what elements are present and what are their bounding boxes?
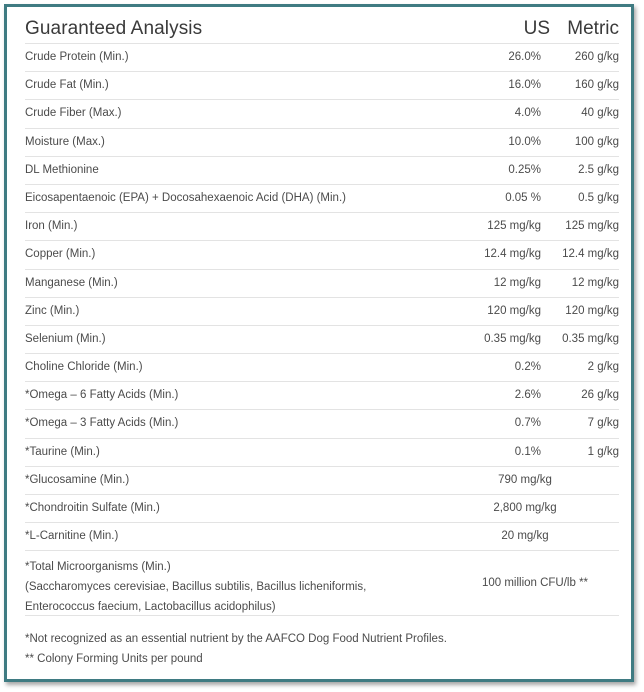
metric-value: 26 g/kg (581, 389, 619, 402)
nutrient-name: *Glucosamine (Min.) (25, 473, 130, 486)
table-row (25, 71, 619, 99)
footnote-aafco: *Not recognized as an essential nutrient by the AAFCO Dog Food Nutrient Profiles. (25, 633, 447, 645)
us-value: 0.05 % (505, 191, 541, 204)
microorganisms-line-1: *Total Microorganisms (Min.) (25, 561, 171, 574)
nutrient-name: Manganese (Min.) (25, 276, 118, 289)
table-row (25, 409, 619, 437)
us-value: 4.0% (514, 107, 541, 120)
us-value: 0.25% (508, 163, 541, 176)
combined-value: 790 mg/kg (498, 473, 552, 486)
metric-value: 7 g/kg (587, 417, 619, 430)
table-row (25, 325, 619, 353)
nutrient-name: Crude Protein (Min.) (25, 51, 129, 63)
microorganisms-description (25, 557, 366, 617)
nutrient-name: Crude Fat (Min.) (25, 79, 109, 92)
metric-value: 1 g/kg (587, 445, 619, 458)
nutrient-name: *Taurine (Min.) (25, 445, 100, 458)
nutrient-name: *L-Carnitine (Min.) (25, 530, 119, 543)
metric-value: 2.5 g/kg (578, 163, 619, 176)
nutrient-name: Iron (Min.) (25, 220, 78, 233)
us-value: 26.0% (508, 51, 541, 63)
footnotes (25, 629, 447, 669)
nutrient-name: Zinc (Min.) (25, 304, 80, 317)
table-row (25, 212, 619, 240)
nutrient-name: DL Methionine (25, 163, 99, 176)
nutrient-name: Choline Chloride (Min.) (25, 361, 143, 374)
column-header-metric: Metric (567, 18, 619, 39)
table-row (25, 156, 619, 184)
us-value: 0.2% (514, 361, 541, 374)
us-value: 10.0% (508, 135, 541, 148)
metric-value: 0.35 mg/kg (562, 332, 619, 345)
table-row (25, 297, 619, 325)
table-row-microorganisms (25, 550, 619, 616)
microorganisms-line-2: (Saccharomyces cerevisiae, Bacillus subtilis, Bacillus licheniformis, (25, 581, 367, 594)
table-row (25, 438, 619, 466)
combined-value: 2,800 mg/kg (493, 502, 557, 514)
microorganisms-value: 100 million CFU/lb ** (481, 577, 589, 590)
table-row (25, 99, 619, 127)
us-value: 16.0% (508, 79, 541, 92)
table-row (25, 353, 619, 381)
guaranteed-analysis-panel (4, 4, 634, 682)
us-value: 0.1% (514, 445, 541, 458)
footnote-cfu: ** Colony Forming Units per pound (25, 653, 203, 665)
us-value: 12.4 mg/kg (484, 248, 541, 261)
metric-value: 260 g/kg (574, 51, 619, 63)
us-value: 120 mg/kg (487, 304, 541, 317)
table-row (25, 128, 619, 156)
metric-value: 0.5 g/kg (578, 191, 619, 204)
metric-value: 12.4 mg/kg (562, 248, 619, 261)
table-row (25, 43, 619, 71)
us-value: 125 mg/kg (487, 220, 541, 233)
table-row (25, 466, 619, 494)
metric-value: 125 mg/kg (565, 220, 619, 233)
table-row (25, 269, 619, 297)
table-row (25, 522, 619, 550)
metric-value: 40 g/kg (581, 107, 619, 120)
metric-value: 160 g/kg (574, 79, 619, 92)
nutrient-name: Moisture (Max.) (25, 135, 105, 148)
nutrient-name: Crude Fiber (Max.) (25, 107, 122, 120)
panel-title: Guaranteed Analysis (25, 18, 203, 39)
us-value: 0.35 mg/kg (484, 332, 541, 345)
table-row (25, 184, 619, 212)
metric-value: 12 mg/kg (571, 276, 619, 289)
nutrient-name: *Omega – 6 Fatty Acids (Min.) (25, 389, 179, 402)
us-value: 12 mg/kg (493, 276, 541, 289)
nutrient-name: Copper (Min.) (25, 248, 96, 261)
nutrient-name: *Omega – 3 Fatty Acids (Min.) (25, 417, 179, 430)
nutrient-name: *Chondroitin Sulfate (Min.) (25, 502, 160, 514)
table-row (25, 381, 619, 409)
metric-value: 100 g/kg (574, 135, 619, 148)
us-value: 0.7% (514, 417, 541, 430)
table-row (25, 240, 619, 268)
nutrient-table (25, 43, 619, 616)
nutrient-name: Eicosapentaenoic (EPA) + Docosahexaenoic Acid (DHA) (Min.) (25, 191, 346, 204)
metric-value: 120 mg/kg (565, 304, 619, 317)
microorganisms-line-3: Enterococcus faecium, Lactobacillus acidophilus) (25, 601, 276, 614)
us-value: 2.6% (514, 389, 541, 402)
metric-value: 2 g/kg (587, 361, 619, 374)
table-row (25, 494, 619, 522)
nutrient-name: Selenium (Min.) (25, 332, 106, 345)
combined-value: 20 mg/kg (501, 530, 549, 543)
column-header-us: US (523, 18, 550, 39)
